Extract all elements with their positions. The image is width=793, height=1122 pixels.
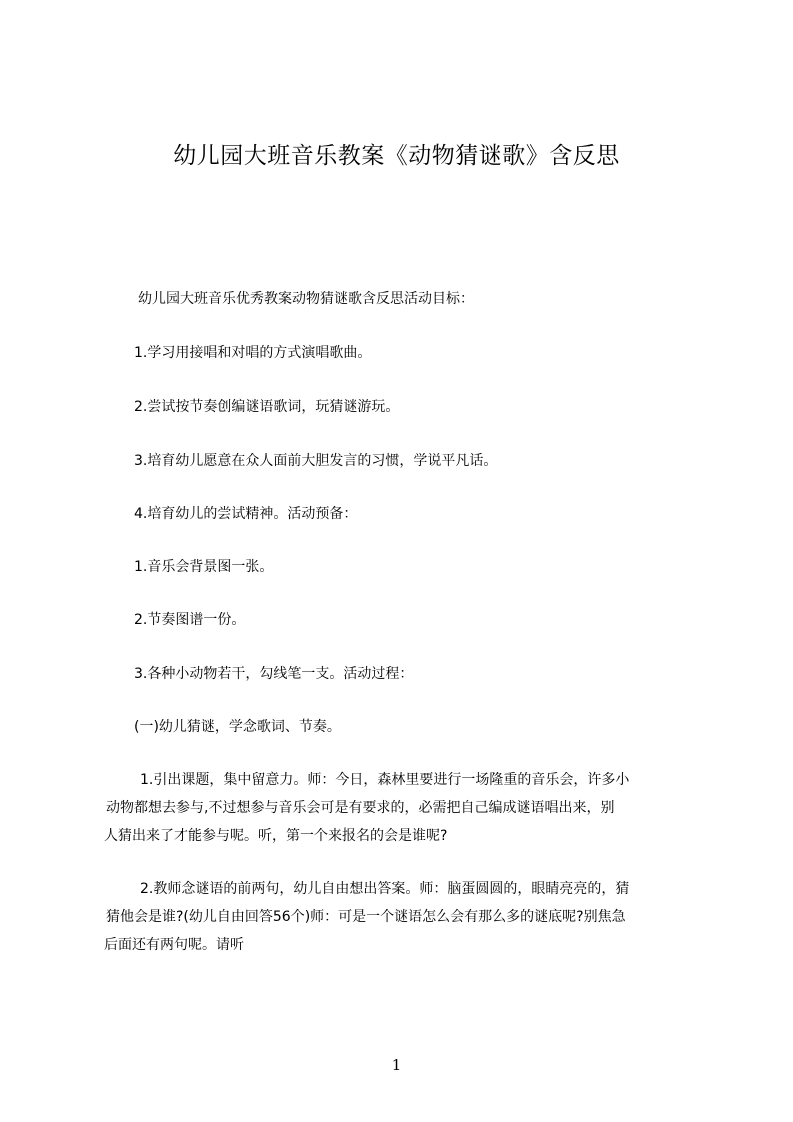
text-line: 3.培育幼儿愿意在众人面前大胆发言的习惯，学说平凡话。 <box>134 453 498 469</box>
text-line: (一)幼儿猜谜，学念歌词、节奏。 <box>134 719 341 735</box>
text-line: 3.各种小动物若干，勾线笔一支。活动过程： <box>134 666 414 682</box>
text-line: 猜他会是谁?(幼儿自由回答56个)师：可是一个谜语怎么会有那么多的谜底呢?别焦急 <box>106 909 626 925</box>
paragraph-prep-1 <box>134 553 698 581</box>
text-line: 1.引出课题，集中留意力。师：今日，森林里要进行一场隆重的音乐会，许多小 <box>140 772 630 788</box>
paragraph-prep-2 <box>134 606 698 634</box>
text-line: 1.学习用接唱和对唱的方式演唱歌曲。 <box>134 345 372 361</box>
document-title: 幼儿园大班音乐教案《动物猜谜歌》含反思 <box>173 143 620 169</box>
paragraph-step-1 <box>104 766 698 850</box>
text-line: 幼儿园大班音乐优秀教案动物猜谜歌含反思活动目标： <box>138 291 474 307</box>
paragraph-step-2 <box>104 875 698 959</box>
text-line: 4.培育幼儿的尝试精神。活动预备： <box>134 506 358 522</box>
text-line: 2.尝试按节奏创编谜语歌词，玩猜谜游玩。 <box>134 399 400 415</box>
paragraph-section-1 <box>134 713 698 741</box>
paragraph-goal-3 <box>134 447 698 475</box>
text-line: 2.教师念谜语的前两句，幼儿自由想出答案。师：脑蛋圆圆的，眼睛亮亮的，猜 <box>140 881 630 897</box>
text-line: 1.音乐会背景图一张。 <box>134 559 274 575</box>
text-line: 后面还有两句呢。请听 <box>104 937 244 953</box>
paragraph-goal-2 <box>134 393 698 421</box>
paragraph-goal-4 <box>134 500 698 528</box>
paragraph-prep-3 <box>134 660 698 688</box>
page-number: 1 <box>391 1056 402 1074</box>
text-line: 2.节奏图谱一份。 <box>134 612 246 628</box>
text-line: 动物都想去参与,不过想参与音乐会可是有要求的，必需把自己编成谜语唱出来，别 <box>106 800 615 816</box>
paragraph-intro <box>138 285 698 313</box>
paragraph-goal-1 <box>134 339 698 367</box>
text-line: 人猜出来了才能参与呢。听，第一个来报名的会是谁呢? <box>104 828 448 844</box>
